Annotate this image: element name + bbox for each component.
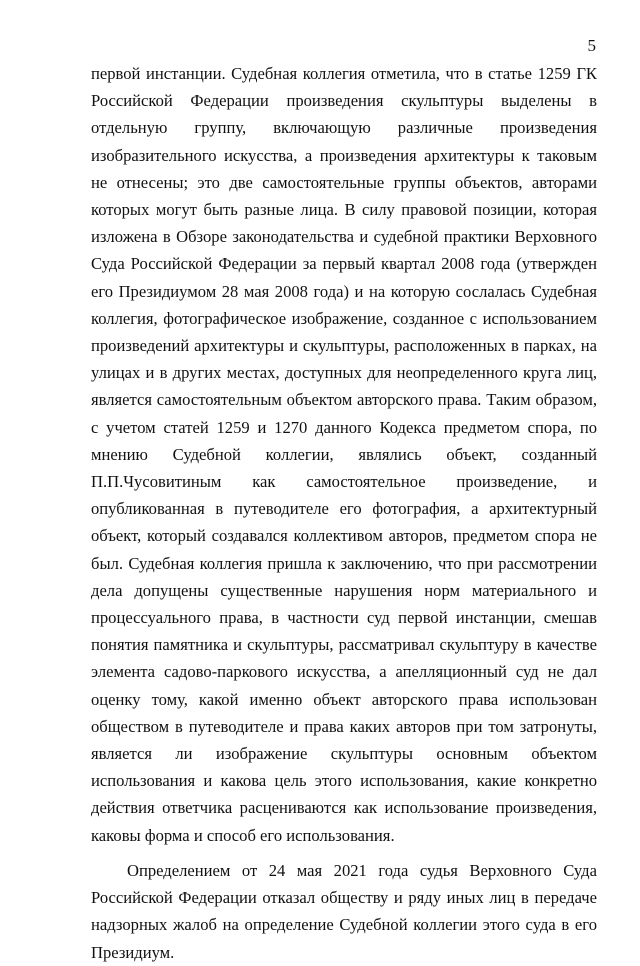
paragraph-court-reasoning: первой инстанции. Судебная коллегия отметила, что в статье 1259 ГК Российской Федерации произведения скульптуры выделены в отдельную группу, включающую различные произведения изобразительного искусства, а произведения архитектуры к таковым не отнесены; это две самостоятельные группы объектов, авторами которых могут быть разные лица. В силу правовой позиции, которая изложена в Обзоре законодательства и судебной практики Верховного Суда Российской Федерации за первый квартал 2008 года (утвержден его Президиумом 28 мая 2008 года) и на которую сослалась Судебная коллегия, фотографическое изображение, созданное с использованием произведений архитектуры и скульптуры, расположенных в парках, на улицах и в других местах, доступных для неопределенного круга лиц, является самостоятельным объектом авторского права. Таким образом, с учетом статей 1259 и 1270 данного Кодекса предметом спора, по мнению Судебной коллегии, являлись объект, созданный П.П.Чусовитиным как самостоятельное произведение, и опубликованная в путеводителе его фотография, а архитектурный объект, который создавался коллективом авторов, предметом спора не был. Судебная коллегия пришла к заключению, что при рассмотрении дела допущены существенные нарушения норм материального и процессуального права, в частности суд первой инстанции, смешав понятия памятника и скульптуры, рассматривал скульптуру в качестве элемента садово-паркового искусства, а апелляционный суд не дал оценку тому, какой именно объект авторского права использован обществом в путеводителе и права каких авторов при том затронуты, является ли изображение скульптуры основным объектом использования и какова цель этого использования, какие конкретно действия ответчика расцениваются как использование произведения, каковы форма и способ его использования. [91,64,597,845]
page-number: 5 [587,36,596,55]
paragraph-supreme-court-ruling: Определением от 24 мая 2021 года судья Верховного Суда Российской Федерации отказал обществу и ряду иных лиц в передаче надзорных жалоб на определение Судебной коллегии этого суда в его Президиум. [91,860,597,962]
document-body [91,60,597,966]
